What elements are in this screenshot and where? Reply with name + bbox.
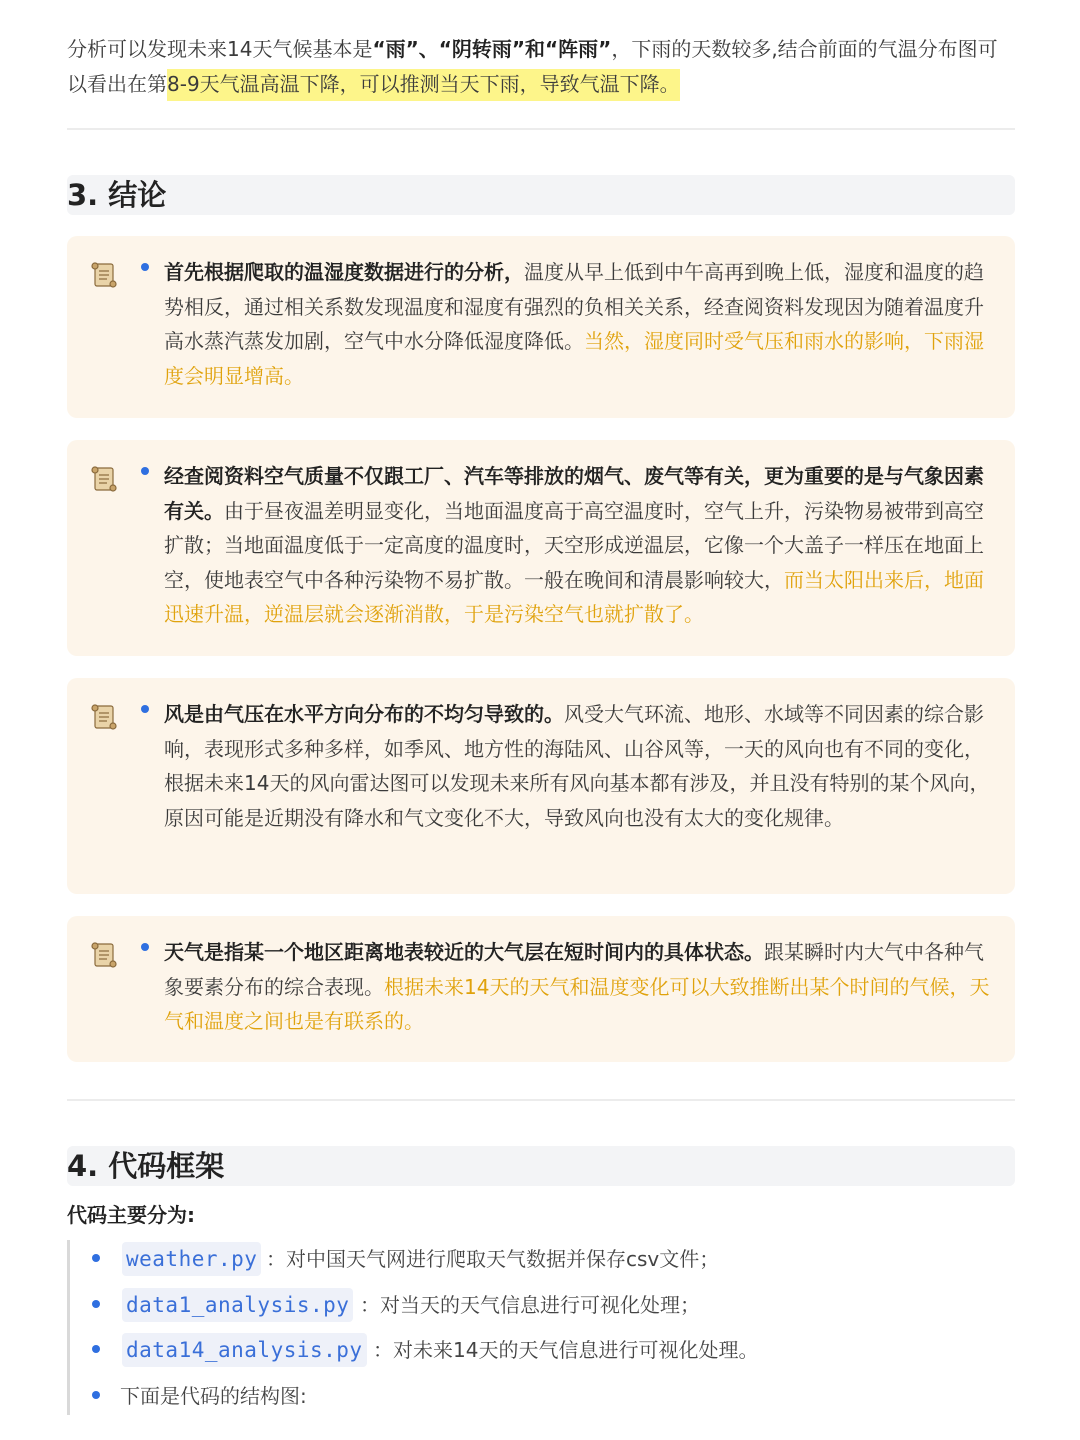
scroll-icon xyxy=(89,464,119,494)
code-structure-subtitle: 代码主要分为: xyxy=(67,1203,195,1227)
section-4-header xyxy=(67,1146,1015,1186)
callout-bold-lead: 经查阅资料空气质量不仅跟工厂、汽车等排放的烟气、废气等有关，更为重要的是与气象因素有关。 xyxy=(164,464,984,523)
callout-body: 跟某瞬时内大气中各种气象要素分布的综合表现。 xyxy=(164,940,984,999)
callout-body: 温度从早上低到中午高再到晚上低，湿度和温度的趋势相反，通过相关系数发现温度和湿度有强烈的负相关关系，经查阅资料发现因为随着温度升高水蒸汽蒸发加剧，空气中水分降低湿度降低。 xyxy=(164,260,984,353)
list-item xyxy=(70,1286,970,1322)
intro-paragraph xyxy=(67,32,1015,102)
section-3-header xyxy=(67,175,1015,215)
bullet-dot xyxy=(92,1254,100,1262)
bullet-dot xyxy=(141,467,149,475)
callout-text xyxy=(164,459,992,632)
callout-bold-lead: 天气是指某一个地区距离地表较近的大气层在短时间内的具体状态。 xyxy=(164,940,764,964)
callout-conclusion-4 xyxy=(67,916,1015,1062)
intro-text-part2: ，下雨的天数较多,结合前面的气温分布图可以看出在第 xyxy=(67,37,998,96)
callout-conclusion-2 xyxy=(67,440,1015,656)
code-filename-data1: data1_analysis.py xyxy=(122,1288,353,1322)
scroll-icon xyxy=(89,702,119,732)
callout-text xyxy=(164,255,992,393)
file-description: ：对中国天气网进行爬取天气数据并保存csv文件； xyxy=(266,1247,720,1271)
list-item xyxy=(70,1377,970,1413)
file-description: ：对当天的天气信息进行可视化处理； xyxy=(360,1293,700,1317)
bullet-dot xyxy=(92,1391,100,1399)
callout-emphasis: 当然，湿度同时受气压和雨水的影响，下雨湿度会明显增高。 xyxy=(164,329,984,388)
callout-emphasis: 而当太阳出来后，地面迅速升温，逆温层就会逐渐消散，于是污染空气也就扩散了。 xyxy=(164,567,984,626)
callout-body: 由于昼夜温差明显变化，当地面温度高于高空温度时，空气上升，污染物易被带到高空扩散；当地面温度低于一定高度的温度时，天空形成逆温层，它像一个大盖子一样压在地面上空，使地表空气中各种污染物不易扩散。一般在晚间和清晨影响较大， xyxy=(164,498,984,592)
code-file-list xyxy=(67,1240,1015,1415)
bullet-dot xyxy=(92,1345,100,1353)
section-divider xyxy=(67,1099,1015,1101)
callout-text xyxy=(164,697,992,835)
list-item xyxy=(70,1331,970,1367)
file-description: ：对未来14天的天气信息进行可视化处理。 xyxy=(373,1338,759,1362)
intro-highlight: 8-9天气温高温下降，可以推测当天下雨，导致气温下降。 xyxy=(167,69,680,101)
callout-text xyxy=(164,935,992,1039)
callout-emphasis: 根据未来14天的天气和温度变化可以大致推断出某个时间的气候，天气和温度之间也是有联系的。 xyxy=(164,974,990,1033)
structure-diagram-intro: 下面是代码的结构图: xyxy=(120,1384,307,1408)
bullet-dot xyxy=(141,705,149,713)
callout-conclusion-1 xyxy=(67,236,1015,418)
section-3-title: 3. 结论 xyxy=(67,178,167,212)
code-filename-data14: data14_analysis.py xyxy=(122,1333,367,1367)
callout-conclusion-3 xyxy=(67,678,1015,894)
bullet-dot xyxy=(141,263,149,271)
intro-text-part1: 分析可以发现未来14天气候基本是 xyxy=(67,37,373,61)
bullet-dot xyxy=(92,1300,100,1308)
code-filename-weather: weather.py xyxy=(122,1242,261,1276)
section-divider xyxy=(67,128,1015,130)
callout-bold-lead: 首先根据爬取的温湿度数据进行的分析， xyxy=(164,260,524,284)
scroll-icon xyxy=(89,260,119,290)
section-4-title: 4. 代码框架 xyxy=(67,1149,225,1183)
callout-bold-lead: 风是由气压在水平方向分布的不均匀导致的。 xyxy=(164,702,564,726)
callout-body: 风受大气环流、地形、水域等不同因素的综合影响，表现形式多种多样，如季风、地方性的海陆风、山谷风等，一天的风向也有不同的变化，根据未来14天的风向雷达图可以发现未来所有风向基本都有涉及，并且没有特别的某个风向，原因可能是近期没有降水和气文变化不大，导致风向也没有太大的变化规律。 xyxy=(164,702,990,830)
list-item xyxy=(70,1240,970,1276)
scroll-icon xyxy=(89,940,119,970)
bullet-dot xyxy=(141,943,149,951)
intro-bold-weather-types: “雨”、“阴转雨”和“阵雨” xyxy=(372,37,612,61)
